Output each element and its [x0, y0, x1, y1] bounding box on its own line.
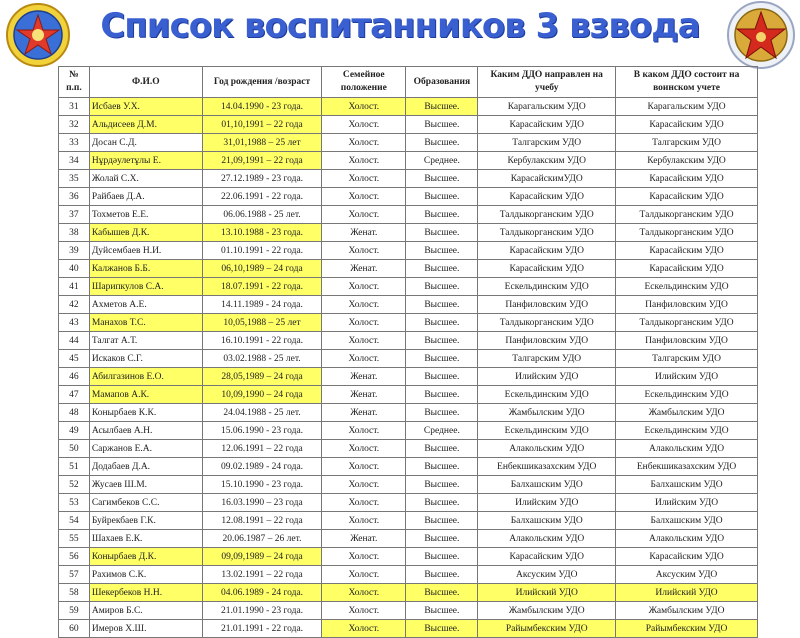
cell-registered: Панфиловским УДО — [616, 332, 758, 350]
cell-number: 44 — [59, 332, 90, 350]
cell-number: 53 — [59, 494, 90, 512]
cell-registered: Балхашским УДО — [616, 476, 758, 494]
cell-education: Высшее. — [406, 584, 478, 602]
cell-education: Высшее. — [406, 134, 478, 152]
cell-number: 37 — [59, 206, 90, 224]
table-row — [59, 386, 758, 404]
cell-number: 51 — [59, 458, 90, 476]
cell-registered: Илийский УДО — [616, 584, 758, 602]
cell-registered: Аксуским УДО — [616, 566, 758, 584]
cell-family: Холост. — [322, 278, 406, 296]
cell-name: Альдисеев Д.М. — [89, 116, 202, 134]
table-row — [59, 206, 758, 224]
table-row — [59, 188, 758, 206]
cell-sent-by: Жамбылским УДО — [478, 404, 616, 422]
cell-education: Высшее. — [406, 260, 478, 278]
cell-number: 49 — [59, 422, 90, 440]
cell-number: 56 — [59, 548, 90, 566]
table-row — [59, 422, 758, 440]
cell-birth: 18.07.1991 - 22 года. — [202, 278, 321, 296]
cell-sent-by: Талгарским УДО — [478, 134, 616, 152]
cell-birth: 09.02.1989 - 24 года. — [202, 458, 321, 476]
cell-name: Шахаев Е.К. — [89, 530, 202, 548]
cell-name: Досан С.Д. — [89, 134, 202, 152]
table-row — [59, 170, 758, 188]
cell-sent-by: Алакольским УДО — [478, 440, 616, 458]
cell-sent-by: Алакольским УДО — [478, 530, 616, 548]
cell-registered: Жамбылским УДО — [616, 404, 758, 422]
cell-registered: Карагальским УДО — [616, 98, 758, 116]
cell-family: Холост. — [322, 116, 406, 134]
cell-name: Жусаев Ш.М. — [89, 476, 202, 494]
cell-name: Саржанов Е.А. — [89, 440, 202, 458]
table-row — [59, 476, 758, 494]
cell-name: Калжанов Б.Б. — [89, 260, 202, 278]
cell-education: Высшее. — [406, 188, 478, 206]
cell-number: 43 — [59, 314, 90, 332]
cell-name: Талгат А.Т. — [89, 332, 202, 350]
cell-birth: 06,10,1989 – 24 года — [202, 260, 321, 278]
cell-number: 41 — [59, 278, 90, 296]
cell-birth: 21.01.1991 - 22 года. — [202, 620, 321, 638]
cell-education: Высшее. — [406, 620, 478, 638]
column-header-family: Семейное положение — [322, 67, 406, 98]
cell-name: Нұрдәулетұлы Е. — [89, 152, 202, 170]
cell-number: 50 — [59, 440, 90, 458]
cell-name: Имеров Х.Ш. — [89, 620, 202, 638]
cell-sent-by: Ескельдинским УДО — [478, 278, 616, 296]
cell-sent-by: Карасайским УДО — [478, 260, 616, 278]
cell-family: Холост. — [322, 584, 406, 602]
table-row — [59, 314, 758, 332]
cell-family: Холост. — [322, 188, 406, 206]
column-header-name: Ф.И.О — [89, 67, 202, 98]
cell-number: 48 — [59, 404, 90, 422]
cell-birth: 13.10.1988 - 23 года. — [202, 224, 321, 242]
cell-birth: 15.10.1990 - 23 года. — [202, 476, 321, 494]
cell-birth: 22.06.1991 - 22 года. — [202, 188, 321, 206]
cell-birth: 03.02.1988 - 25 лет. — [202, 350, 321, 368]
cell-education: Среднее. — [406, 422, 478, 440]
cell-family: Холост. — [322, 134, 406, 152]
cell-number: 52 — [59, 476, 90, 494]
cell-sent-by: Карасайским УДО — [478, 242, 616, 260]
cell-sent-by: Райымбекским УДО — [478, 620, 616, 638]
cell-family: Холост. — [322, 440, 406, 458]
table-row — [59, 98, 758, 116]
table-row — [59, 260, 758, 278]
cell-sent-by: Илийским УДО — [478, 368, 616, 386]
cell-registered: Карасайским УДО — [616, 170, 758, 188]
cell-name: Кабышев Д.К. — [89, 224, 202, 242]
cell-birth: 10,09,1990 – 24 года — [202, 386, 321, 404]
cell-registered: Карасайским УДО — [616, 260, 758, 278]
cell-family: Холост. — [322, 170, 406, 188]
cell-registered: Талдыкорганским УДО — [616, 224, 758, 242]
cell-birth: 31,01,1988 – 25 лет — [202, 134, 321, 152]
cell-number: 60 — [59, 620, 90, 638]
cell-family: Женат. — [322, 404, 406, 422]
cell-name: Шекербеков Н.Н. — [89, 584, 202, 602]
cell-sent-by: Енбекшиказахским УДО — [478, 458, 616, 476]
cell-education: Высшее. — [406, 566, 478, 584]
cell-education: Высшее. — [406, 350, 478, 368]
cell-birth: 16.10.1991 - 22 года. — [202, 332, 321, 350]
cell-number: 42 — [59, 296, 90, 314]
cell-birth: 16.03.1990 – 23 года — [202, 494, 321, 512]
cell-family: Холост. — [322, 314, 406, 332]
cell-sent-by: Карасайским УДО — [478, 188, 616, 206]
cell-registered: Райымбекским УДО — [616, 620, 758, 638]
cell-family: Женат. — [322, 386, 406, 404]
table-row — [59, 296, 758, 314]
cell-number: 31 — [59, 98, 90, 116]
cell-registered: Талдыкорганским УДО — [616, 314, 758, 332]
column-header-education: Образования — [406, 67, 478, 98]
table-row — [59, 530, 758, 548]
table-row — [59, 440, 758, 458]
table-row — [59, 512, 758, 530]
table-row — [59, 224, 758, 242]
table-row — [59, 494, 758, 512]
cell-registered: Ескельдинским УДО — [616, 386, 758, 404]
cell-number: 58 — [59, 584, 90, 602]
cell-sent-by: Карасайским УДО — [478, 116, 616, 134]
table-row — [59, 566, 758, 584]
cell-name: Амиров Б.С. — [89, 602, 202, 620]
cell-education: Высшее. — [406, 170, 478, 188]
cell-name: Мамапов А.К. — [89, 386, 202, 404]
cell-name: Тохметов Е.Е. — [89, 206, 202, 224]
cell-education: Высшее. — [406, 602, 478, 620]
cell-education: Высшее. — [406, 458, 478, 476]
cell-number: 36 — [59, 188, 90, 206]
cell-birth: 13.02.1991 – 22 года — [202, 566, 321, 584]
cell-birth: 10,05,1988 – 25 лет — [202, 314, 321, 332]
cell-number: 45 — [59, 350, 90, 368]
cell-number: 39 — [59, 242, 90, 260]
cell-birth: 27.12.1989 - 23 года. — [202, 170, 321, 188]
cell-name: Манахов Т.С. — [89, 314, 202, 332]
cell-registered: Алакольским УДО — [616, 530, 758, 548]
cell-education: Высшее. — [406, 296, 478, 314]
cell-education: Среднее. — [406, 152, 478, 170]
cell-education: Высшее. — [406, 494, 478, 512]
cell-name: Дуйсембаев Н.И. — [89, 242, 202, 260]
cell-name: Рахимов С.К. — [89, 566, 202, 584]
cell-education: Высшее. — [406, 530, 478, 548]
table-row — [59, 404, 758, 422]
cell-number: 33 — [59, 134, 90, 152]
cell-name: Райбаев Д.А. — [89, 188, 202, 206]
cell-registered: Талгарским УДО — [616, 350, 758, 368]
cell-registered: Карасайским УДО — [616, 242, 758, 260]
cell-name: Асылбаев А.Н. — [89, 422, 202, 440]
cell-number: 54 — [59, 512, 90, 530]
cell-sent-by: Талдыкорганским УДО — [478, 206, 616, 224]
cell-education: Высшее. — [406, 98, 478, 116]
cell-name: Конырбаев К.К. — [89, 404, 202, 422]
students-table — [58, 66, 758, 638]
table-header-row — [59, 67, 758, 98]
cell-birth: 01.10.1991 - 22 года. — [202, 242, 321, 260]
cell-sent-by: Талдыкорганским УДО — [478, 224, 616, 242]
cell-family: Холост. — [322, 242, 406, 260]
page-title: Список воспитанников 3 взвода — [100, 6, 700, 46]
table-row — [59, 242, 758, 260]
cell-education: Высшее. — [406, 332, 478, 350]
cell-family: Холост. — [322, 512, 406, 530]
cell-sent-by: Балхашским УДО — [478, 512, 616, 530]
column-header-birth: Год рождения /возраст — [202, 67, 321, 98]
table-row — [59, 368, 758, 386]
cell-sent-by: Панфиловским УДО — [478, 296, 616, 314]
cell-sent-by: Ескельдинским УДО — [478, 386, 616, 404]
cell-registered: Илийским УДО — [616, 368, 758, 386]
cell-family: Женат. — [322, 368, 406, 386]
cell-sent-by: Илийским УДО — [478, 494, 616, 512]
cell-name: Абилгазинов Е.О. — [89, 368, 202, 386]
cell-sent-by: Балхашским УДО — [478, 476, 616, 494]
cell-education: Высшее. — [406, 512, 478, 530]
cell-education: Высшее. — [406, 386, 478, 404]
cell-sent-by: Талгарским УДО — [478, 350, 616, 368]
cell-registered: Жамбылским УДО — [616, 602, 758, 620]
cell-name: Сагимбеков С.С. — [89, 494, 202, 512]
table-row — [59, 602, 758, 620]
cell-number: 46 — [59, 368, 90, 386]
table-row — [59, 134, 758, 152]
cell-name: Додабаев Д.А. — [89, 458, 202, 476]
cell-number: 34 — [59, 152, 90, 170]
cell-education: Высшее. — [406, 476, 478, 494]
column-header-registered: В каком ДДО состоит на воинском учете — [616, 67, 758, 98]
cell-registered: Илийским УДО — [616, 494, 758, 512]
cell-sent-by: Илийский УДО — [478, 584, 616, 602]
cell-birth: 21.01.1990 - 23 года. — [202, 602, 321, 620]
cell-birth: 12.06.1991 – 22 года — [202, 440, 321, 458]
cell-number: 47 — [59, 386, 90, 404]
cell-birth: 28,05,1989 – 24 года — [202, 368, 321, 386]
cell-registered: Панфиловским УДО — [616, 296, 758, 314]
cell-name: Ахметов А.Е. — [89, 296, 202, 314]
cell-family: Женат. — [322, 530, 406, 548]
cell-education: Высшее. — [406, 242, 478, 260]
cell-education: Высшее. — [406, 116, 478, 134]
cell-registered: Енбекшиказахским УДО — [616, 458, 758, 476]
cell-family: Холост. — [322, 350, 406, 368]
cell-family: Холост. — [322, 620, 406, 638]
column-header-sent-by: Каким ДДО направлен на учебу — [478, 67, 616, 98]
cell-birth: 14.04.1990 - 23 года. — [202, 98, 321, 116]
cell-name: Исбаев У.Х. — [89, 98, 202, 116]
cell-registered: Талдыкорганским УДО — [616, 206, 758, 224]
cell-name: Искаков С.Г. — [89, 350, 202, 368]
table-row — [59, 350, 758, 368]
cell-number: 59 — [59, 602, 90, 620]
cell-sent-by: Панфиловским УДО — [478, 332, 616, 350]
table-row — [59, 116, 758, 134]
cell-education: Высшее. — [406, 206, 478, 224]
cell-number: 40 — [59, 260, 90, 278]
column-header-number: № п.п. — [59, 67, 90, 98]
cell-education: Высшее. — [406, 368, 478, 386]
cell-registered: Карасайским УДО — [616, 548, 758, 566]
cell-birth: 04.06.1989 - 24 года. — [202, 584, 321, 602]
cell-registered: Алакольским УДО — [616, 440, 758, 458]
table-row — [59, 458, 758, 476]
cell-family: Женат. — [322, 224, 406, 242]
table-row — [59, 548, 758, 566]
cell-registered: Карасайским УДО — [616, 116, 758, 134]
cell-name: Жолай С.Х. — [89, 170, 202, 188]
cell-education: Высшее. — [406, 314, 478, 332]
table-row — [59, 332, 758, 350]
cell-education: Высшее. — [406, 278, 478, 296]
cell-education: Высшее. — [406, 404, 478, 422]
cell-family: Холост. — [322, 548, 406, 566]
cell-education: Высшее. — [406, 224, 478, 242]
cell-family: Холост. — [322, 98, 406, 116]
cell-registered: Карасайским УДО — [616, 188, 758, 206]
cell-family: Холост. — [322, 422, 406, 440]
cell-family: Холост. — [322, 494, 406, 512]
cell-name: Буйрекбаев Г.К. — [89, 512, 202, 530]
cell-registered: Ескельдинским УДО — [616, 422, 758, 440]
table-row — [59, 152, 758, 170]
cell-registered: Ескельдинским УДО — [616, 278, 758, 296]
cell-family: Холост. — [322, 602, 406, 620]
cell-birth: 01,10,1991 – 22 года — [202, 116, 321, 134]
cell-birth: 15.06.1990 - 23 года. — [202, 422, 321, 440]
table-row — [59, 584, 758, 602]
cell-registered: Балхашским УДО — [616, 512, 758, 530]
cell-family: Холост. — [322, 332, 406, 350]
cell-sent-by: Карасайским УДО — [478, 548, 616, 566]
cell-birth: 20.06.1987 – 26 лет. — [202, 530, 321, 548]
cell-sent-by: Ескельдинским УДО — [478, 422, 616, 440]
cell-family: Холост. — [322, 206, 406, 224]
table-row — [59, 278, 758, 296]
cell-sent-by: Талдыкорганским УДО — [478, 314, 616, 332]
cell-sent-by: Аксуским УДО — [478, 566, 616, 584]
cell-birth: 21,09,1991 – 22 года — [202, 152, 321, 170]
cell-sent-by: Жамбылским УДО — [478, 602, 616, 620]
cell-birth: 24.04.1988 - 25 лет. — [202, 404, 321, 422]
cell-family: Холост. — [322, 566, 406, 584]
cell-birth: 14.11.1989 - 24 года. — [202, 296, 321, 314]
cell-sent-by: Карагальским УДО — [478, 98, 616, 116]
cell-birth: 06.06.1988 - 25 лет. — [202, 206, 321, 224]
cell-birth: 09,09,1989 – 24 года — [202, 548, 321, 566]
cell-name: Шарипкулов С.А. — [89, 278, 202, 296]
cell-family: Женат. — [322, 260, 406, 278]
cell-number: 38 — [59, 224, 90, 242]
cell-number: 35 — [59, 170, 90, 188]
cell-family: Холост. — [322, 458, 406, 476]
cell-family: Холост. — [322, 152, 406, 170]
cell-education: Высшее. — [406, 440, 478, 458]
cell-number: 32 — [59, 116, 90, 134]
table-row — [59, 620, 758, 638]
cell-number: 55 — [59, 530, 90, 548]
cell-registered: Талгарским УДО — [616, 134, 758, 152]
cell-number: 57 — [59, 566, 90, 584]
cell-family: Холост. — [322, 296, 406, 314]
cell-education: Высшее. — [406, 548, 478, 566]
cell-family: Холост. — [322, 476, 406, 494]
cell-sent-by: КарасайскимУДО — [478, 170, 616, 188]
cell-name: Конырбаев Д.К. — [89, 548, 202, 566]
cell-sent-by: Кербулакским УДО — [478, 152, 616, 170]
cell-birth: 12.08.1991 – 22 года — [202, 512, 321, 530]
cell-registered: Кербулакским УДО — [616, 152, 758, 170]
